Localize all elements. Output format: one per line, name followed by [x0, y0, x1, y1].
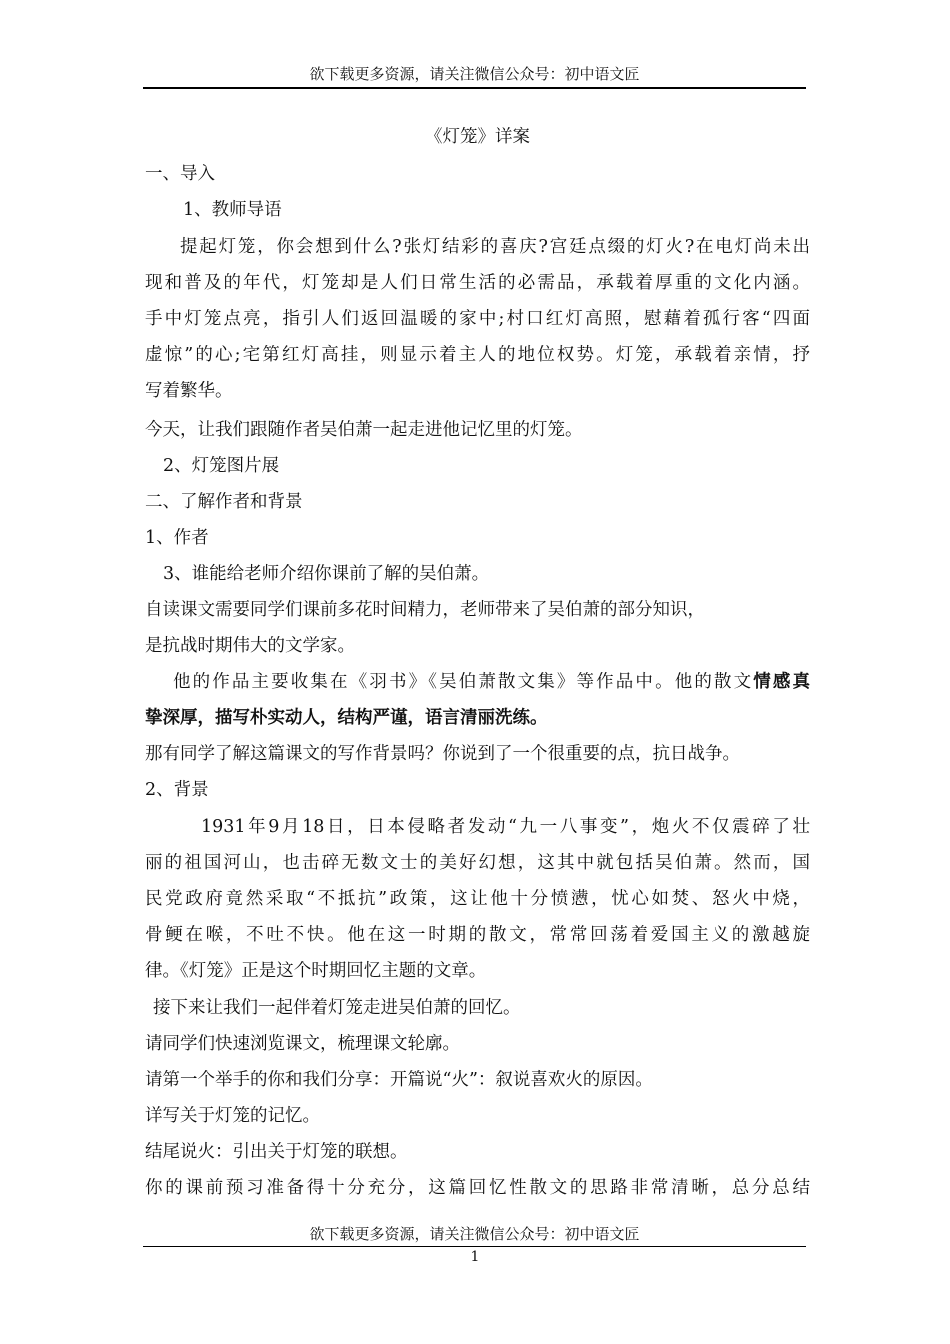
page-number: 1 [470, 1249, 480, 1265]
paragraph-line: 你的课前预习准备得十分充分，这篇回忆性散文的思路非常清晰，总分总结 [145, 1178, 810, 1198]
paragraph-line: 请第一个举手的你和我们分享：开篇说“火”：叙说喜欢火的原因。 [145, 1070, 653, 1090]
paragraph-line: 请同学们快速浏览课文，梳理课文轮廓。 [145, 1034, 460, 1054]
page-header: 欲下载更多资源，请关注微信公众号：初中语文匠 [143, 64, 806, 89]
section-heading-intro: 一、导入 [145, 164, 215, 184]
paragraph-line: 虚惊”的心;宅第红灯高挂，则显示着主人的地位权势。灯笼，承载着亲情，抒 [145, 345, 810, 365]
subheading-background: 2、背景 [145, 780, 209, 800]
subheading-introduce-author: 3、谁能给老师介绍你课前了解的吴伯萧。 [163, 564, 490, 584]
page-footer: 欲下载更多资源，请关注微信公众号：初中语文匠 [143, 1224, 806, 1247]
paragraph-line [145, 706, 810, 730]
paragraph-line: 手中灯笼点亮，指引人们返回温暖的家中;村口红灯高照，慰藉着孤行客“四面 [145, 309, 810, 329]
paragraph-line [173, 670, 810, 694]
paragraph-line: 骨鲠在喉，不吐不快。他在这一时期的散文，常常回荡着爱国主义的激越旋 [145, 925, 810, 945]
subheading-author: 1、作者 [145, 528, 209, 548]
section-heading-author-background: 二、了解作者和背景 [145, 492, 303, 512]
paragraph-line: 是抗战时期伟大的文学家。 [145, 636, 355, 656]
paragraph-line: 那有同学了解这篇课文的写作背景吗？你说到了一个很重要的点，抗日战争。 [145, 744, 740, 764]
paragraph-line: 1931年9月18日，日本侵略者发动“九一八事变”，炮火不仅震碎了壮 [201, 817, 810, 837]
subheading-teacher-intro: 1、教师导语 [183, 200, 282, 220]
paragraph-line: 写着繁华。 [145, 381, 233, 401]
paragraph-line: 详写关于灯笼的记忆。 [145, 1106, 320, 1126]
paragraph-text: 他的作品主要收集在《羽书》《吴伯萧散文集》等作品中。他的散文 [173, 672, 754, 692]
paragraph-line: 接下来让我们一起伴着灯笼走进吴伯萧的回忆。 [153, 998, 521, 1018]
paragraph-line: 今天，让我们跟随作者吴伯萧一起走进他记忆里的灯笼。 [145, 420, 583, 440]
paragraph-line: 民党政府竟然采取“不抵抗”政策，这让他十分愤懑，忧心如焚、怒火中烧， [145, 889, 810, 909]
subheading-lantern-pictures: 2、灯笼图片展 [163, 456, 280, 476]
paragraph-line: 自读课文需要同学们课前多花时间精力，老师带来了吴伯萧的部分知识， [145, 600, 705, 620]
paragraph-line: 现和普及的年代，灯笼却是人们日常生活的必需品，承载着厚重的文化内涵。 [145, 273, 810, 293]
bold-emphasis: 挚深厚，描写朴实动人，结构严谨，语言清丽洗练。 [145, 708, 548, 728]
document-title: 《灯笼》详案 [425, 127, 530, 147]
paragraph-line: 提起灯笼，你会想到什么?张灯结彩的喜庆?宫廷点缀的灯火?在电灯尚未出 [180, 237, 810, 257]
paragraph-line: 丽的祖国河山，也击碎无数文士的美好幻想，这其中就包括吴伯萧。然而，国 [145, 853, 810, 873]
bold-emphasis: 情感真 [753, 672, 810, 692]
paragraph-line: 结尾说火：引出关于灯笼的联想。 [145, 1142, 408, 1162]
paragraph-line: 律。《灯笼》正是这个时期回忆主题的文章。 [145, 961, 487, 981]
